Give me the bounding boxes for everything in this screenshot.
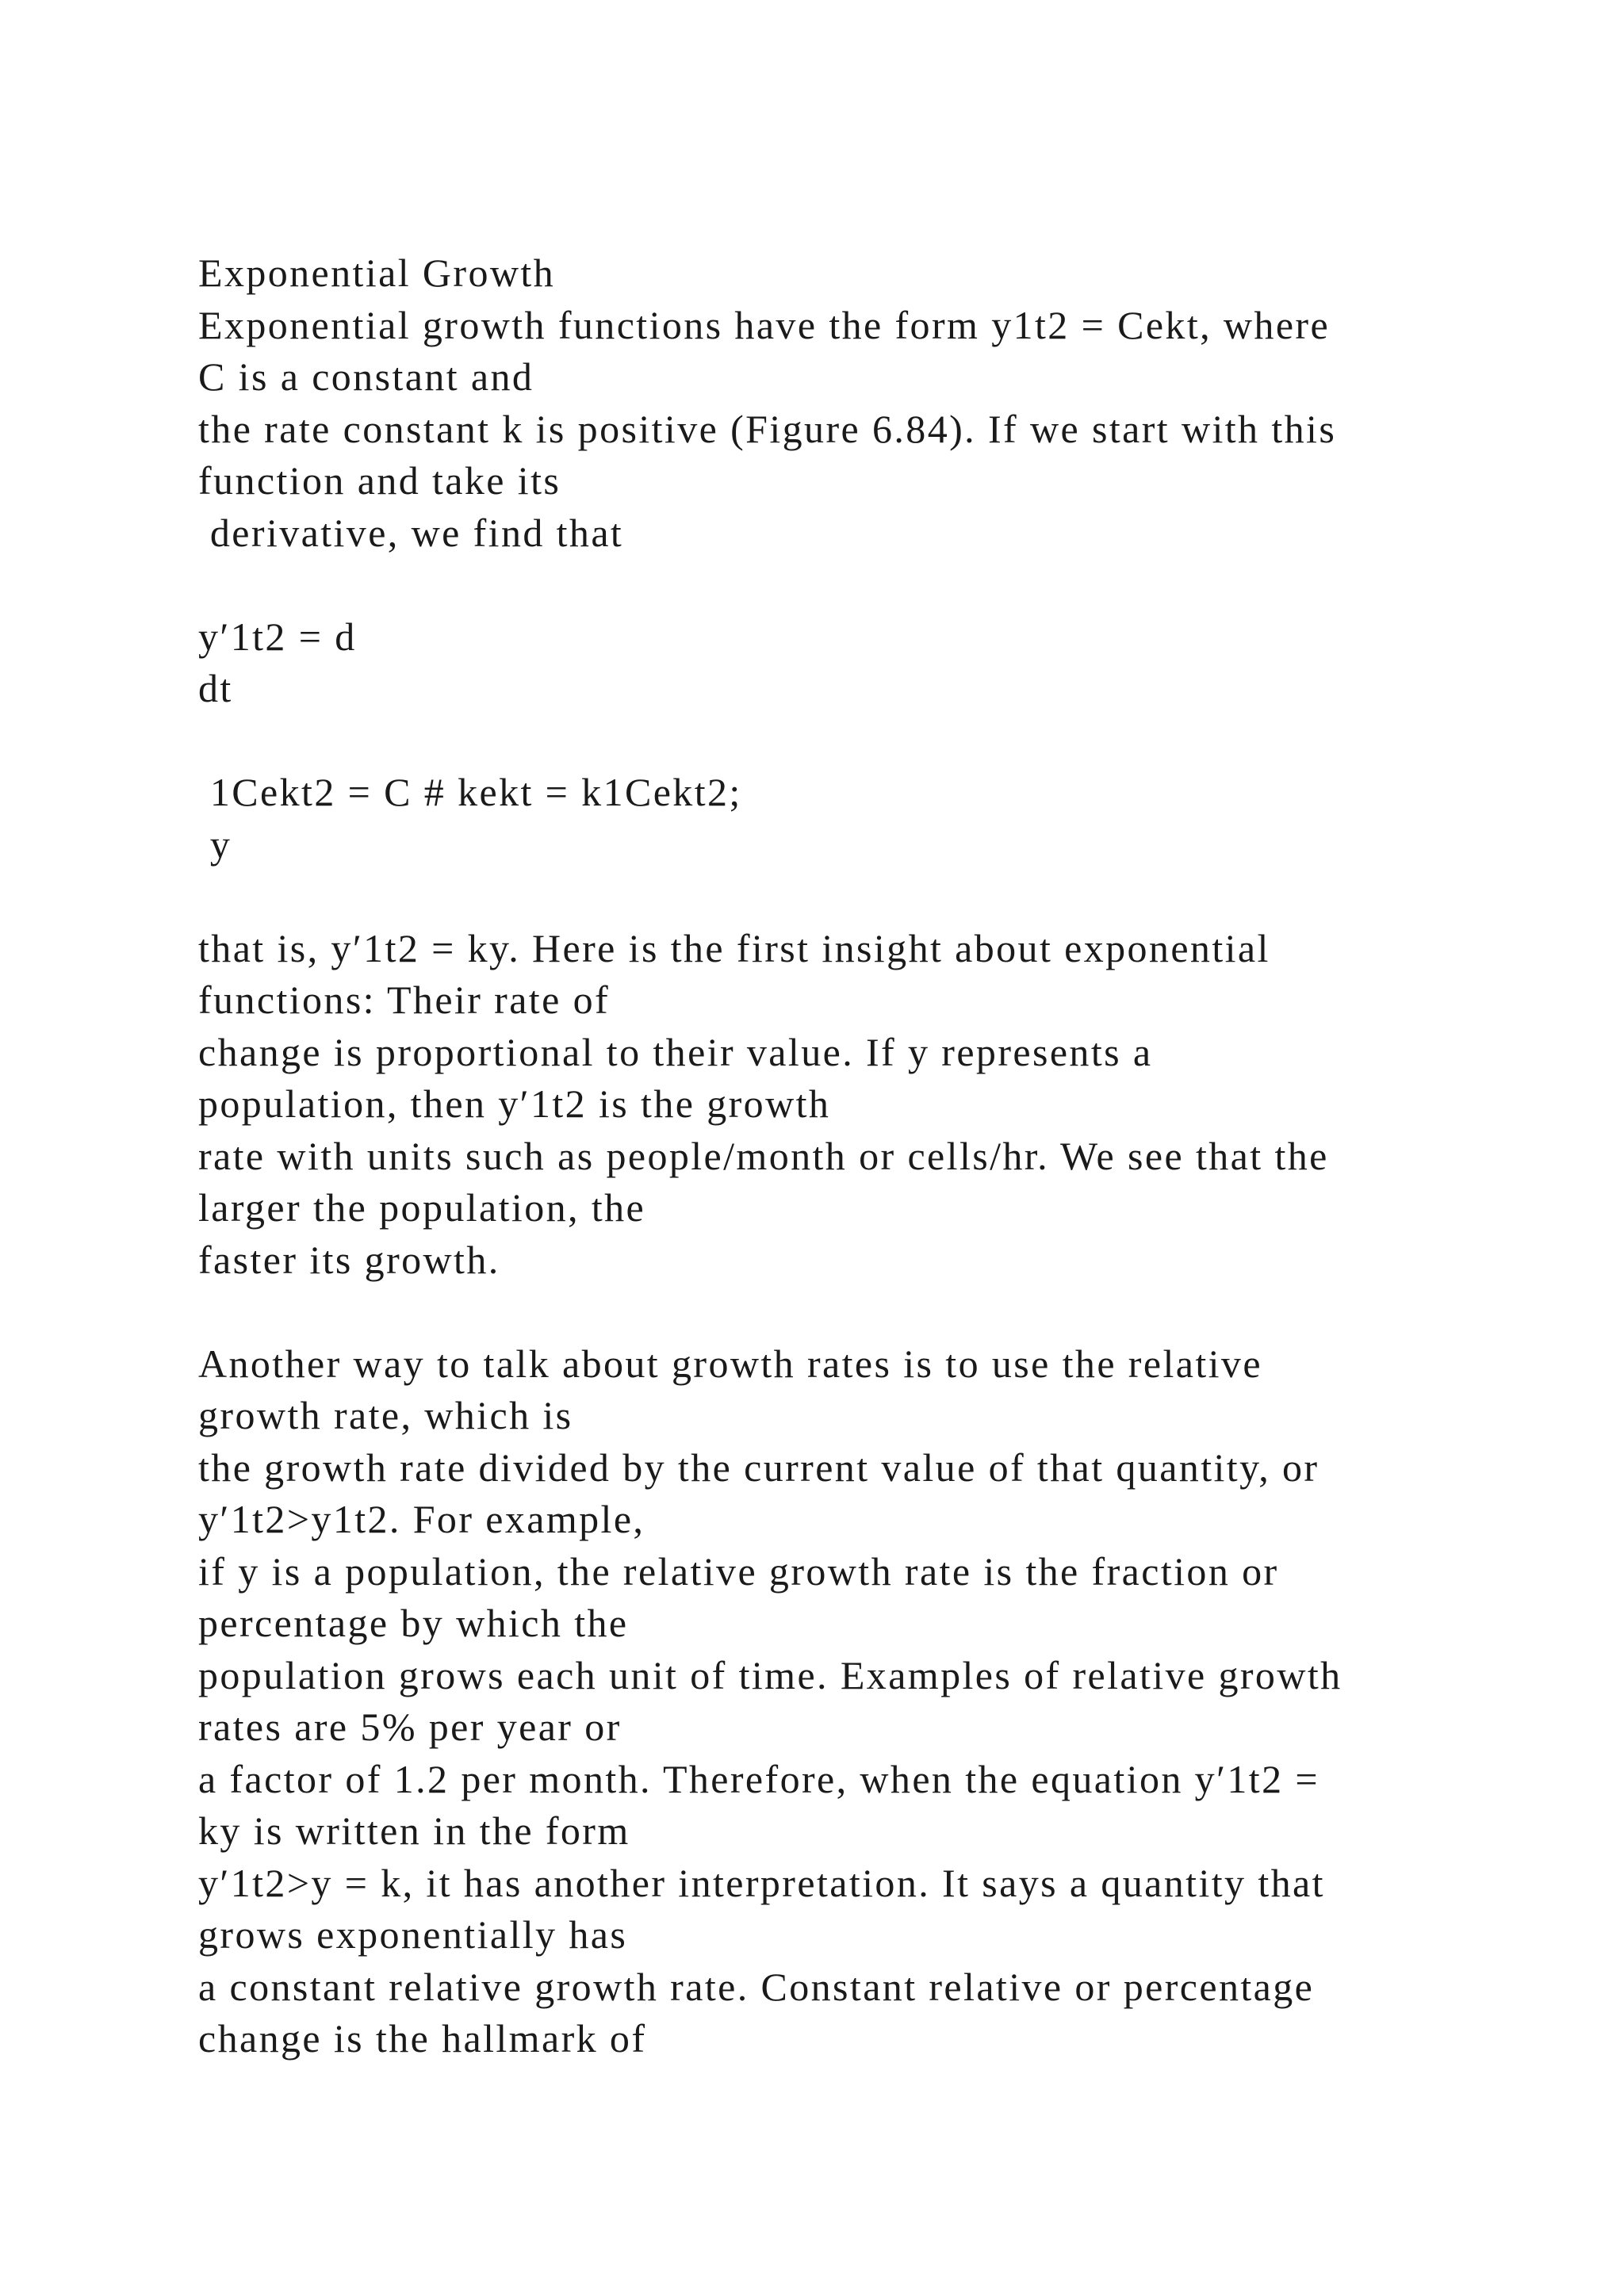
- equation-line: 1Cekt2 = C # kekt = k1Cekt2;: [198, 770, 742, 814]
- text-line: functions: Their rate of: [198, 978, 611, 1022]
- text-line: that is, y′1t2 = ky. Here is the first insight about exponential: [198, 925, 1270, 970]
- document-title: Exponential Growth: [198, 251, 556, 295]
- text-line: rates are 5% per year or: [198, 1705, 622, 1749]
- text-line: change is proportional to their value. If y represents a: [198, 1029, 1153, 1074]
- text-line: y′1t2>y1t2. For example,: [198, 1497, 645, 1541]
- text-line: larger the population, the: [198, 1185, 646, 1230]
- text-line: Another way to talk about growth rates is to use the relative: [198, 1341, 1262, 1386]
- blank-line: [198, 559, 1594, 611]
- text-line: population, then y′1t2 is the growth: [198, 1081, 831, 1126]
- blank-line: [198, 715, 1594, 767]
- text-line: if y is a population, the relative growth rate is the fraction or: [198, 1548, 1279, 1594]
- text-line: C is a constant and: [198, 354, 534, 399]
- text-line: rate with units such as people/month or cells/hr. We see that the: [198, 1133, 1329, 1178]
- document-page: [198, 247, 1594, 2065]
- text-line: grows exponentially has: [198, 1912, 628, 1957]
- text-line: Exponential growth functions have the form y1t2 = Cekt, where: [198, 302, 1331, 347]
- equation-line: y: [198, 821, 232, 867]
- blank-line: [198, 871, 1594, 923]
- text-line: y′1t2>y = k, it has another interpretation. It says a quantity that: [198, 1860, 1325, 1905]
- text-line: derivative, we find that: [198, 510, 624, 555]
- text-line: a constant relative growth rate. Constant relative or percentage: [198, 1964, 1315, 2009]
- text-line: faster its growth.: [198, 1237, 500, 1282]
- text-line: growth rate, which is: [198, 1393, 573, 1437]
- blank-line: [198, 1286, 1594, 1338]
- text-line: the rate constant k is positive (Figure 6.84). If we start with this: [198, 406, 1337, 451]
- text-line: percentage by which the: [198, 1601, 629, 1645]
- text-line: function and take its: [198, 458, 561, 503]
- text-line: population grows each unit of time. Examples of relative growth: [198, 1652, 1342, 1697]
- equation-line: y′1t2 = d: [198, 614, 357, 659]
- text-line: ky is written in the form: [198, 1808, 630, 1853]
- text-line: the growth rate divided by the current value of that quantity, or: [198, 1445, 1320, 1490]
- text-line: change is the hallmark of: [198, 2016, 647, 2061]
- equation-line: dt: [198, 666, 233, 710]
- text-line: a factor of 1.2 per month. Therefore, when the equation y′1t2 =: [198, 1756, 1320, 1801]
